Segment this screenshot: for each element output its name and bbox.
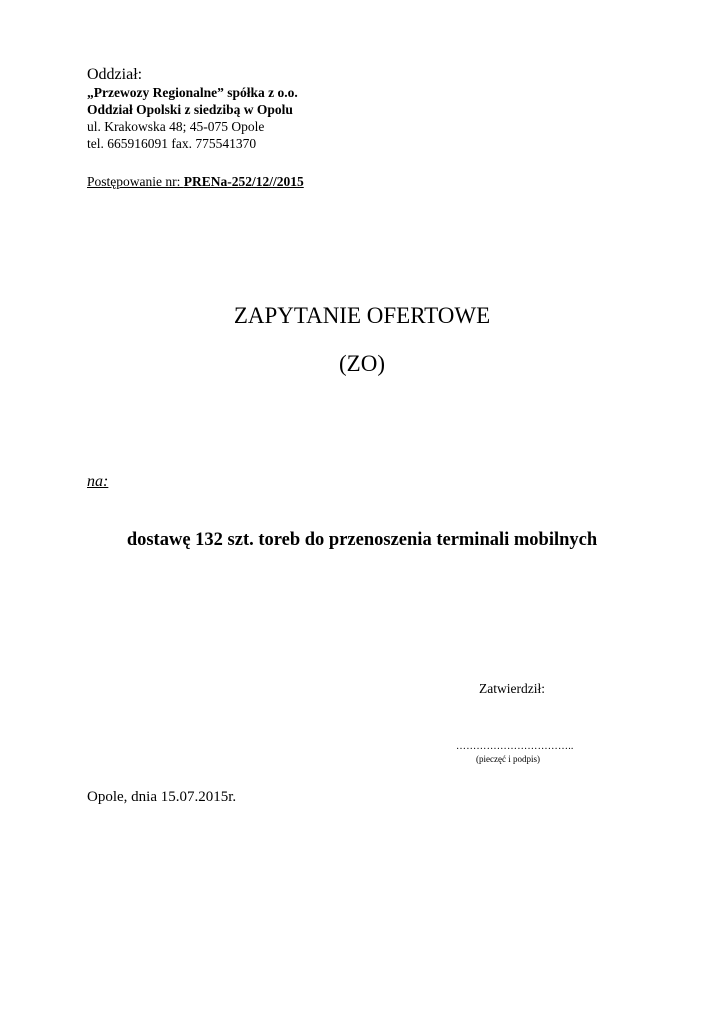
procedure-number: PRENa-252/12//2015 bbox=[183, 174, 304, 189]
document-title-abbr: (ZO) bbox=[339, 351, 385, 376]
branch-name: Oddział Opolski z siedzibą w Opolu bbox=[87, 102, 293, 117]
document-title: ZAPYTANIE OFERTOWE bbox=[233, 303, 491, 328]
branch-phone-fax: tel. 665916091 fax. 775541370 bbox=[87, 136, 257, 151]
place-and-date: Opole, dnia 15.07.2015r. bbox=[87, 789, 237, 805]
branch-address: ul. Krakowska 48; 45-075 Opole bbox=[87, 119, 265, 134]
signature-caption: (pieczęć i podpis) bbox=[476, 754, 540, 764]
signature-line: …………………………….. bbox=[456, 741, 574, 752]
inquiry-subject: dostawę 132 szt. toreb do przenoszenia terminali mobilnych bbox=[126, 530, 598, 550]
approved-label: Zatwierdził: bbox=[479, 681, 545, 696]
procedure-prefix: Postępowanie nr: bbox=[87, 174, 184, 189]
company-name: „Przewozy Regionalne” spółka z o.o. bbox=[87, 85, 298, 100]
branch-label: Oddział: bbox=[87, 66, 143, 83]
procedure-line bbox=[87, 174, 304, 190]
for-label: na: bbox=[87, 473, 109, 490]
